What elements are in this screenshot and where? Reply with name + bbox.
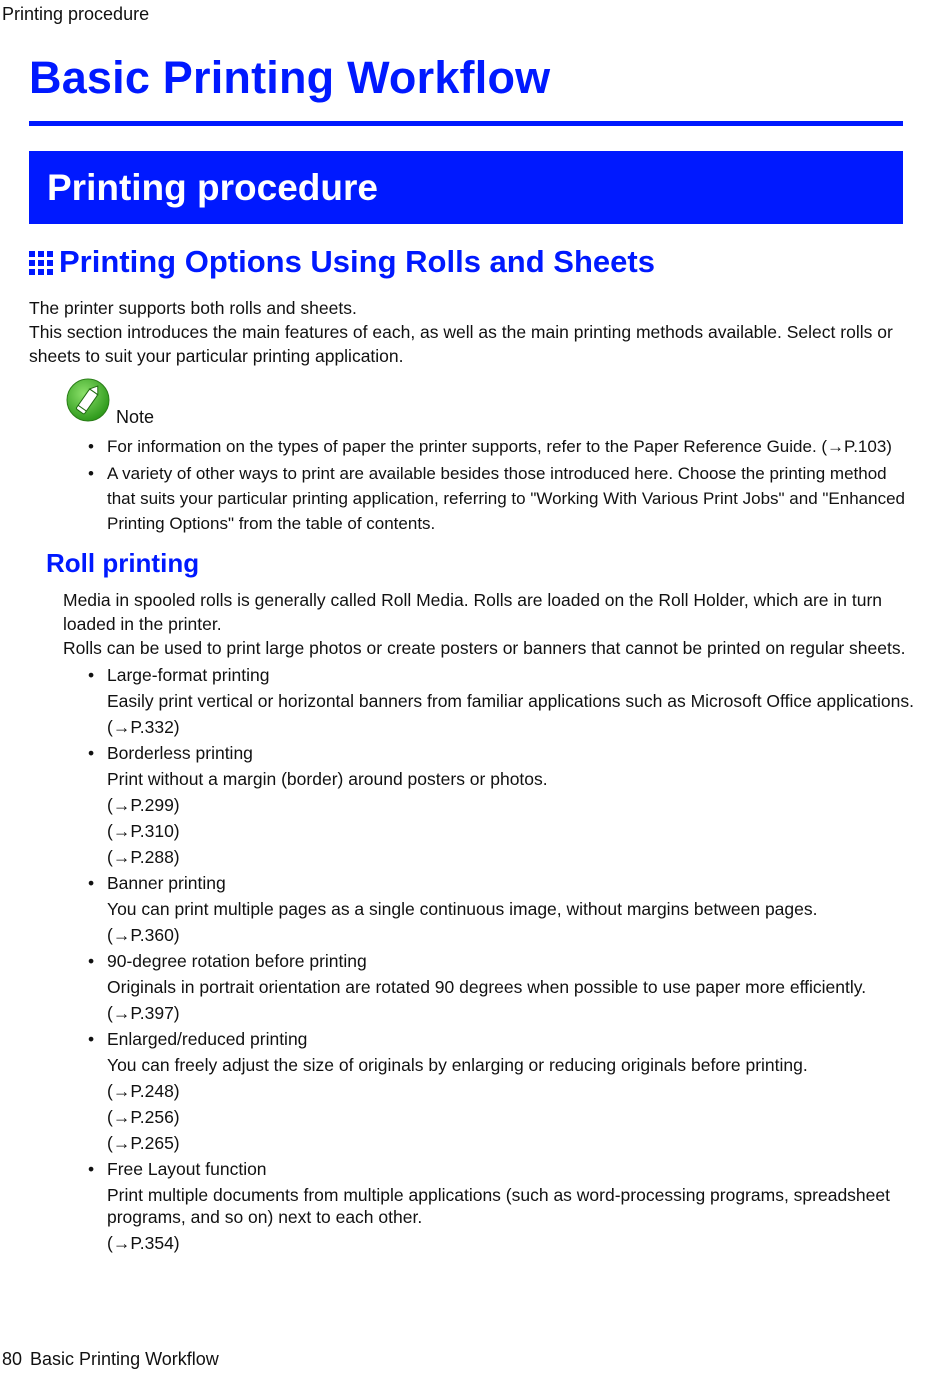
feature-description: Print without a margin (border) around posters or photos. xyxy=(107,769,548,789)
list-item: • A variety of other ways to print are available besides those introduced here. Choose the printing method that suits your particular printing application, referring to "Working With Various Print Jobs" and "Enhanced Printing Options" from the table of contents. xyxy=(66,461,916,536)
grid-icon xyxy=(29,251,53,275)
roll-printing-intro xyxy=(63,588,913,660)
feature-description: You can freely adjust the size of originals by enlarging or reducing originals before printing. xyxy=(107,1055,808,1075)
feature-description: Originals in portrait orientation are rotated 90 degrees when possible to use paper more efficiently. xyxy=(107,977,867,997)
feature-title: Enlarged/reduced printing xyxy=(107,1029,308,1049)
feature-description: Print multiple documents from multiple applications (such as word-processing programs, spreadsheet programs, and so on) next to each other. xyxy=(107,1185,890,1227)
feature-description: Easily print vertical or horizontal banners from familiar applications such as Microsoft Office applications. xyxy=(107,691,914,711)
running-header: Printing procedure xyxy=(2,4,150,24)
note-list xyxy=(66,434,916,538)
feature-item xyxy=(66,740,916,870)
subsection-title: Printing Options Using Rolls and Sheets xyxy=(59,244,655,279)
page-reference-link[interactable]: (→P.397) xyxy=(107,1003,180,1023)
feature-list xyxy=(66,662,916,1256)
page-reference-link[interactable]: (→P.288) xyxy=(107,847,180,867)
feature-item xyxy=(66,870,916,948)
page-title: Basic Printing Workflow xyxy=(29,52,551,103)
list-item: • For information on the types of paper the printer supports, refer to the Paper Reference Guide. (→P.103) xyxy=(66,434,916,459)
footer-title: Basic Printing Workflow xyxy=(30,1349,219,1369)
feature-item xyxy=(66,1156,916,1256)
page-reference-link[interactable]: (→P.256) xyxy=(107,1107,180,1127)
roll-intro-paragraph: Rolls can be used to print large photos or create posters or banners that cannot be printed on regular sheets. xyxy=(63,638,906,658)
roll-intro-paragraph: Media in spooled rolls is generally called Roll Media. Rolls are loaded on the Roll Holder, which are in turn loaded in the printer. xyxy=(63,590,883,634)
intro-text xyxy=(29,296,909,368)
feature-title: Borderless printing xyxy=(107,743,253,763)
page-reference-link[interactable]: (→P.299) xyxy=(107,795,180,815)
section-title: Printing procedure xyxy=(47,167,378,208)
feature-item xyxy=(66,662,916,740)
note-label: Note xyxy=(116,407,155,427)
pencil-note-icon xyxy=(66,378,110,422)
page-reference-link[interactable]: (→P.354) xyxy=(107,1233,180,1253)
feature-description: You can print multiple pages as a single continuous image, without margins between pages. xyxy=(107,899,818,919)
feature-item xyxy=(66,1026,916,1156)
page-footer xyxy=(2,1349,219,1370)
page-reference-link[interactable]: (→P.332) xyxy=(107,717,180,737)
page-number: 80 xyxy=(2,1349,23,1369)
section-banner xyxy=(29,151,903,224)
page-reference-link[interactable]: (→P.360) xyxy=(107,925,180,945)
intro-paragraph: The printer supports both rolls and sheets. xyxy=(29,298,357,318)
roll-printing-heading: Roll printing xyxy=(46,548,200,578)
intro-paragraph: This section introduces the main features of each, as well as the main printing methods available. Select rolls or sheets to suit your particular printing application. xyxy=(29,322,893,366)
page-reference-link[interactable]: (→P.310) xyxy=(107,821,180,841)
feature-title: Large-format printing xyxy=(107,665,270,685)
page-reference-link[interactable]: (→P.265) xyxy=(107,1133,180,1153)
feature-title: 90-degree rotation before printing xyxy=(107,951,367,971)
feature-item xyxy=(66,948,916,1026)
title-rule xyxy=(29,121,903,126)
feature-title: Banner printing xyxy=(107,873,226,893)
page-reference-link[interactable]: (→P.248) xyxy=(107,1081,180,1101)
subsection-heading xyxy=(29,244,655,280)
feature-title: Free Layout function xyxy=(107,1159,267,1179)
